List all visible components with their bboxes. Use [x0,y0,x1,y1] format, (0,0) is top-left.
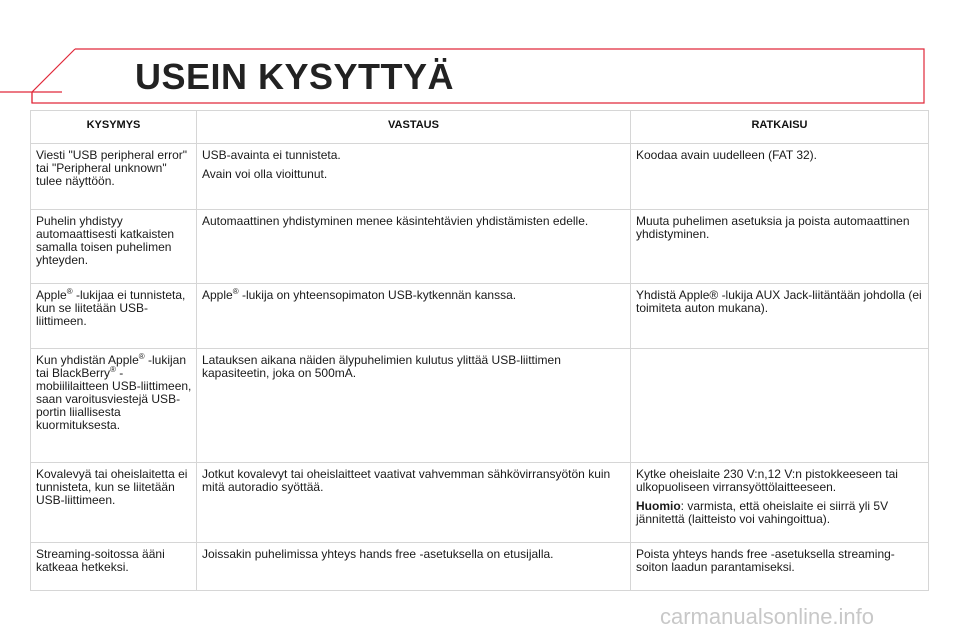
solution-cell [631,284,929,349]
table-row [31,210,929,284]
answer-text: Avain voi olla vioittunut. [202,167,328,181]
question-text: -lukijan tai BlackBerry [36,353,187,380]
question-cell: Kovalevyä tai oheislaitetta ei tunnisteta, kun se liitetään USB-liittimeen. [31,463,197,543]
solution-text: Yhdistä Apple® -lukija AUX Jack-liitäntään johdolla (ei toimiteta auton mukana). [636,288,922,315]
solution-cell [631,210,929,284]
registered-mark: ® [138,352,145,361]
table-header-row [31,111,929,144]
answer-text: Jotkut kovalevyt tai oheislaitteet vaativat vahvemman sähkövirransyötön kuin mitä autoradio syöttää. [202,467,611,494]
column-header-solution: RATKAISU [631,111,929,144]
table-row [31,284,929,349]
note-label: Huomio [636,499,681,513]
answer-text: -lukija on yhteensopimaton USB-kytkennän kanssa. [238,288,517,302]
solution-text: Koodaa avain uudelleen (FAT 32). [636,148,818,162]
question-cell [31,284,197,349]
note-text: : varmista, että oheislaite ei siirrä yli 5V jännitettä (laitteisto voi vahingoittua). [636,499,889,526]
answer-cell [197,284,631,349]
solution-text: Kytke oheislaite 230 V:n,12 V:n pistokkeeseen tai ulkopuoliseen virransyöttölaitteeseen. [636,467,898,494]
table-row [31,349,929,463]
answer-cell [197,543,631,591]
question-cell [31,349,197,463]
registered-mark: ® [110,365,116,374]
solution-text: Muuta puhelimen asetuksia ja poista automaattinen yhdistyminen. [636,214,910,241]
registered-mark: ® [66,287,73,296]
answer-cell [197,463,631,543]
question-text: -mobiililaitteen USB-liittimeen, saan varoitusviestejä USB-portin liiallisesta kuormituksesta. [36,366,192,432]
watermark: carmanualsonline.info [660,604,875,629]
solution-cell [631,144,929,210]
table-row [31,144,929,210]
question-cell: Puhelin yhdistyy automaattisesti katkaisten samalla toisen puhelimen yhteyden. [31,210,197,284]
solution-cell [631,463,929,543]
answer-cell [197,210,631,284]
solution-note [636,500,924,526]
registered-mark: ® [232,287,239,296]
question-text: Apple [36,288,67,302]
answer-text: Apple [202,288,233,302]
solution-cell [631,349,929,463]
solution-cell [631,543,929,591]
table-row [31,543,929,591]
answer-cell [197,349,631,463]
answer-text: Latauksen aikana näiden älypuhelimien kulutus ylittää USB-liittimen kapasiteetin, joka on 500mA. [202,353,561,380]
answer-text: Joissakin puhelimissa yhteys hands free -asetuksella on etusijalla. [202,547,554,561]
question-cell: Streaming-soitossa ääni katkeaa hetkeksi. [31,543,197,591]
solution-text: Poista yhteys hands free -asetuksella streaming-soiton laadun parantamiseksi. [636,547,895,574]
column-header-answer: VASTAUS [197,111,631,144]
answer-text: USB-avainta ei tunnisteta. [202,148,341,162]
answer-cell [197,144,631,210]
column-header-question: KYSYMYS [31,111,197,144]
faq-table [30,110,929,591]
answer-text: Automaattinen yhdistyminen menee käsintehtävien yhdistämisten edelle. [202,214,589,228]
question-text: Kun yhdistän Apple [36,353,139,367]
page-title: USEIN KYSYTTYÄ [135,56,455,97]
question-cell: Viesti "USB peripheral error" tai "Peripheral unknown" tulee näyttöön. [31,144,197,210]
table-row [31,463,929,543]
question-text: -lukijaa ei tunnisteta, kun se liitetään USB-liittimeen. [36,288,186,328]
